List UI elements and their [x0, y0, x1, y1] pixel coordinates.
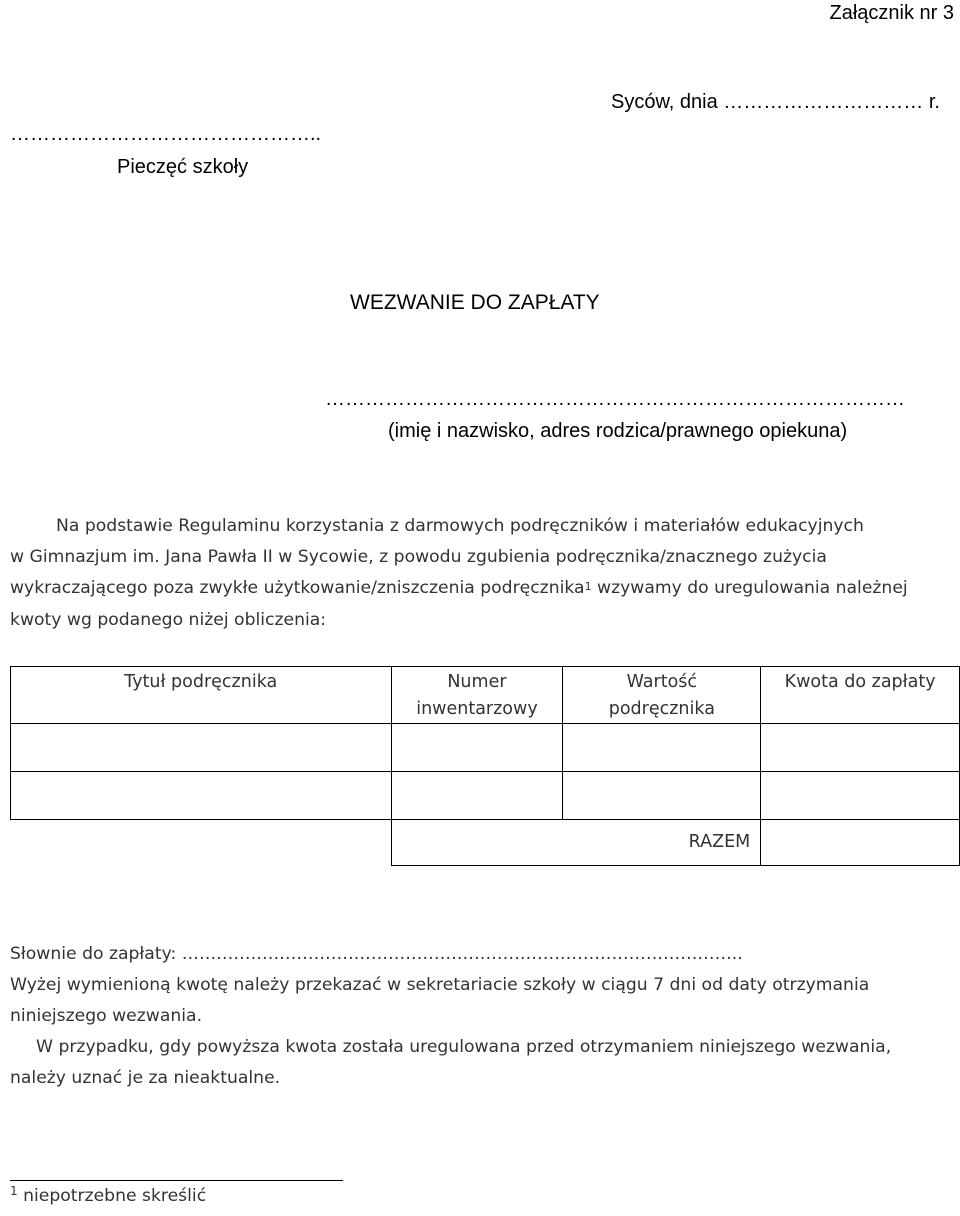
body-line: w Gimnazjum im. Jana Pawła II w Sycowie, z powodu zgubienia podręcznika/znacznego zużycia: [10, 547, 827, 567]
footnote-reference: 1: [584, 580, 592, 593]
table-cell: [11, 724, 392, 772]
table-cell: [11, 772, 392, 820]
table-cell: [563, 724, 761, 772]
table-cell: [391, 772, 563, 820]
document-title: WEZWANIE DO ZAPŁATY: [350, 291, 600, 314]
column-header-amount-due: Kwota do zapłaty: [761, 667, 960, 724]
footnote-marker: 1: [10, 1184, 18, 1198]
transfer-instruction-line: Wyżej wymienioną kwotę należy przekazać w sekretariacie szkoły w ciągu 7 dni od daty otrzymania: [10, 975, 870, 995]
attachment-label: Załącznik nr 3: [829, 2, 954, 24]
note-line: należy uznać je za nieaktualne.: [10, 1068, 281, 1088]
column-header-title: Tytuł podręcznika: [11, 667, 392, 724]
body-line: kwoty wg podanego niżej obliczenia:: [10, 610, 327, 630]
total-spacer: [11, 820, 392, 866]
table-cell: [761, 724, 960, 772]
body-line: [10, 573, 955, 605]
footnote: [10, 1186, 206, 1206]
body-paragraph: [10, 511, 955, 636]
table-row: [11, 772, 960, 820]
charges-table: [10, 666, 960, 866]
table-header-row: [11, 667, 960, 724]
table-cell: [563, 772, 761, 820]
stamp-placeholder-dots: ………………………………………..: [10, 123, 322, 145]
column-header-inventory-number: Numer inwentarzowy: [391, 667, 563, 724]
table-row: [11, 724, 960, 772]
recipient-placeholder-dots: ……………………………………………………………………………: [325, 388, 905, 410]
stamp-label: Pieczęć szkoły: [117, 156, 249, 178]
place-date-line: Syców, dnia ………………………… r.: [611, 91, 940, 113]
transfer-instruction-line: niniejszego wezwania.: [10, 1006, 203, 1026]
footnote-text: niepotrzebne skreślić: [17, 1186, 207, 1206]
total-label: RAZEM: [391, 820, 761, 866]
total-value: [761, 820, 960, 866]
body-text-segment: wykraczającego poza zwykłe użytkowanie/zniszczenia podręcznika: [10, 578, 585, 598]
table-total-row: [11, 820, 960, 866]
amount-in-words-line: Słownie do zapłaty: ……………………………………………………………………………………..: [10, 944, 743, 964]
table-cell: [391, 724, 563, 772]
recipient-label: (imię i nazwisko, adres rodzica/prawnego opiekuna): [388, 420, 848, 442]
body-line: Na podstawie Regulaminu korzystania z darmowych podręczników i materiałów edukacyjnych: [56, 516, 864, 536]
footnote-divider: [10, 1180, 343, 1181]
body-text-segment: wzywamy do uregulowania należnej: [591, 578, 908, 598]
table-cell: [761, 772, 960, 820]
note-line: W przypadku, gdy powyższa kwota została uregulowana przed otrzymaniem niniejszego wezwania,: [36, 1037, 892, 1057]
payment-instructions: [10, 939, 955, 1094]
column-header-book-value: Wartość podręcznika: [563, 667, 761, 724]
